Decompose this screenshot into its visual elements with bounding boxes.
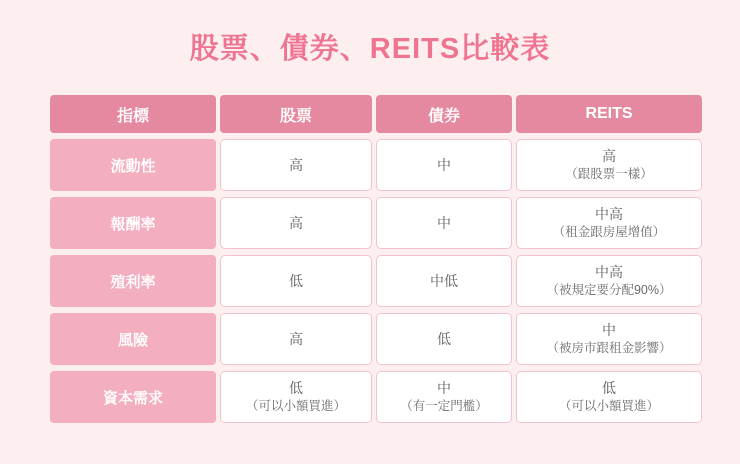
table-cell bbox=[376, 197, 512, 249]
cell-main-text: 高 bbox=[602, 148, 616, 165]
table-cell bbox=[220, 197, 372, 249]
table-cell bbox=[516, 371, 702, 423]
table-cell bbox=[516, 313, 702, 365]
table-cell bbox=[220, 371, 372, 423]
column-header-metric: 指標 bbox=[50, 95, 216, 133]
table-body bbox=[50, 139, 702, 423]
table-container bbox=[46, 89, 694, 429]
cell-main-text: 低 bbox=[437, 330, 451, 347]
cell-main-text: 高 bbox=[289, 330, 303, 347]
row-label: 風險 bbox=[50, 313, 216, 365]
cell-main-text: 低 bbox=[289, 272, 303, 289]
column-header-stocks: 股票 bbox=[220, 95, 372, 133]
table-cell bbox=[376, 371, 512, 423]
cell-main-text: 中低 bbox=[430, 272, 458, 289]
table-cell bbox=[516, 139, 702, 191]
cell-main-text: 低 bbox=[602, 380, 616, 397]
table-cell bbox=[220, 139, 372, 191]
cell-main-text: 高 bbox=[289, 214, 303, 231]
cell-sub-text: （被規定要分配90%） bbox=[546, 283, 672, 297]
column-header-reits: REITS bbox=[516, 95, 702, 133]
cell-main-text: 低 bbox=[289, 380, 303, 397]
table-cell bbox=[516, 197, 702, 249]
row-label: 殖利率 bbox=[50, 255, 216, 307]
header-row bbox=[50, 95, 702, 133]
table-row bbox=[50, 139, 702, 191]
cell-sub-text: （有一定門檻） bbox=[400, 399, 488, 413]
page-title: 股票、債券、REITS比較表 bbox=[189, 33, 551, 65]
table-row bbox=[50, 197, 702, 249]
table-cell bbox=[376, 139, 512, 191]
table-cell bbox=[220, 313, 372, 365]
cell-main-text: 中高 bbox=[595, 264, 623, 281]
table-row bbox=[50, 255, 702, 307]
table-cell bbox=[376, 313, 512, 365]
cell-sub-text: （被房市跟租金影響） bbox=[546, 341, 672, 355]
cell-main-text: 中 bbox=[602, 322, 616, 339]
cell-main-text: 高 bbox=[289, 156, 303, 173]
cell-main-text: 中 bbox=[437, 214, 451, 231]
cell-sub-text: （可以小額買進） bbox=[558, 399, 659, 413]
comparison-table bbox=[46, 89, 706, 429]
table-cell bbox=[516, 255, 702, 307]
cell-sub-text: （可以小額買進） bbox=[245, 399, 346, 413]
cell-main-text: 中高 bbox=[595, 206, 623, 223]
table-header bbox=[50, 95, 702, 133]
cell-main-text: 中 bbox=[437, 156, 451, 173]
column-header-bonds: 債券 bbox=[376, 95, 512, 133]
row-label: 流動性 bbox=[50, 139, 216, 191]
cell-sub-text: （跟股票一樣） bbox=[565, 167, 653, 181]
table-cell bbox=[220, 255, 372, 307]
table-row bbox=[50, 371, 702, 423]
row-label: 資本需求 bbox=[50, 371, 216, 423]
table-row bbox=[50, 313, 702, 365]
row-label: 報酬率 bbox=[50, 197, 216, 249]
table-cell bbox=[376, 255, 512, 307]
cell-sub-text: （租金跟房屋增值） bbox=[552, 225, 666, 239]
cell-main-text: 中 bbox=[437, 380, 451, 397]
